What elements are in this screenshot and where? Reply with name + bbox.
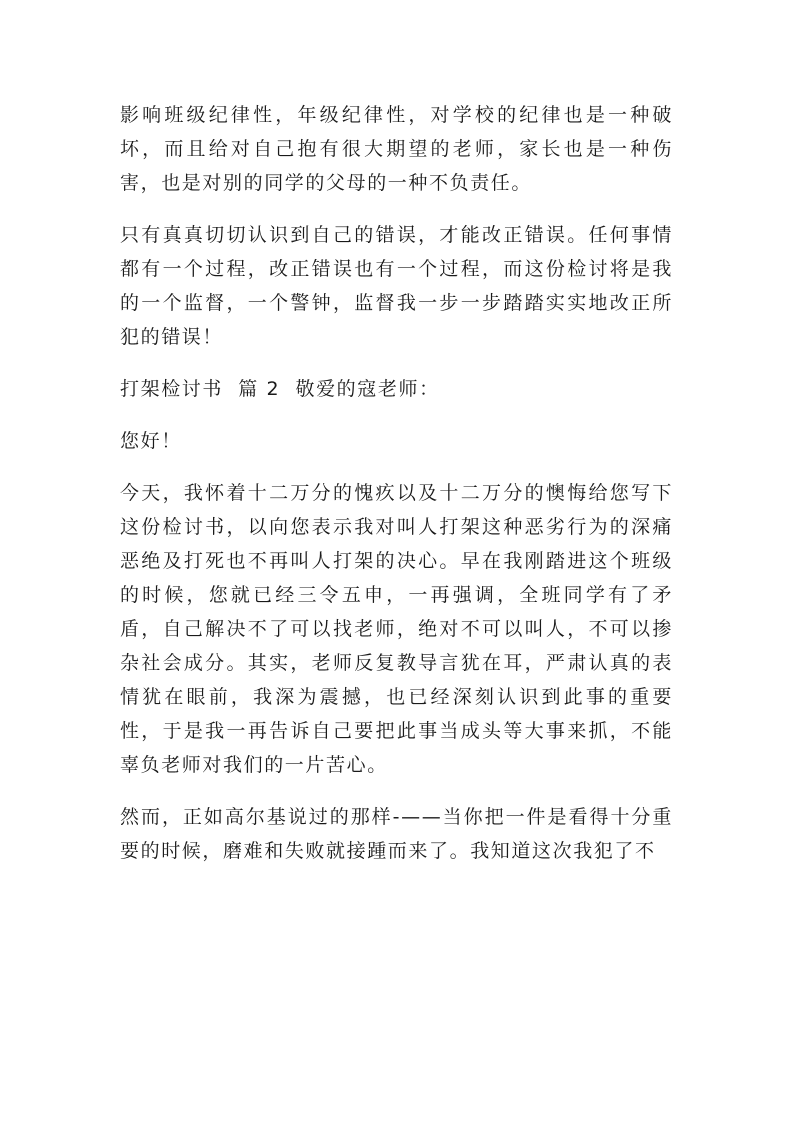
paragraph-2: 只有真真切切认识到自己的错误，才能改正错误。任何事情都有一个过程，改正错误也有一个过程，而这份检讨将是我的一个监督，一个警钟，监督我一步一步踏踏实实地改正所犯的错误！: [120, 224, 673, 348]
paragraph-1: 影响班级纪律性，年级纪律性，对学校的纪律也是一种破坏，而且给对自己抱有很大期望的老师，家长也是一种伤害，也是对别的同学的父母的一种不负责任。: [120, 104, 673, 194]
paragraph-4: 然而，正如高尔基说过的那样-——当你把一件是看得十分重要的时候，磨难和失败就接踵而来了。我知道这次我犯了不: [120, 806, 673, 862]
section-heading: 打架检讨书 篇 2 敬爱的寇老师：: [120, 378, 440, 400]
greeting: 您好！: [120, 430, 182, 452]
paragraph-3: 今天，我怀着十二万分的愧疚以及十二万分的懊悔给您写下这份检讨书，以向您表示我对叫人打架这种恶劣行为的深痛恶绝及打死也不再叫人打架的决心。早在我刚踏进这个班级的时候，您就已经三令五申，一再强调，全班同学有了矛盾，自己解决不了可以找老师，绝对不可以叫人，不可以掺杂社会成分。其实，老师反复教导言犹在耳，严肃认真的表情犹在眼前，我深为震撼，也已经深刻认识到此事的重要性，于是我一再告诉自己要把此事当成头等大事来抓，不能辜负老师对我们的一片苦心。: [120, 482, 673, 776]
